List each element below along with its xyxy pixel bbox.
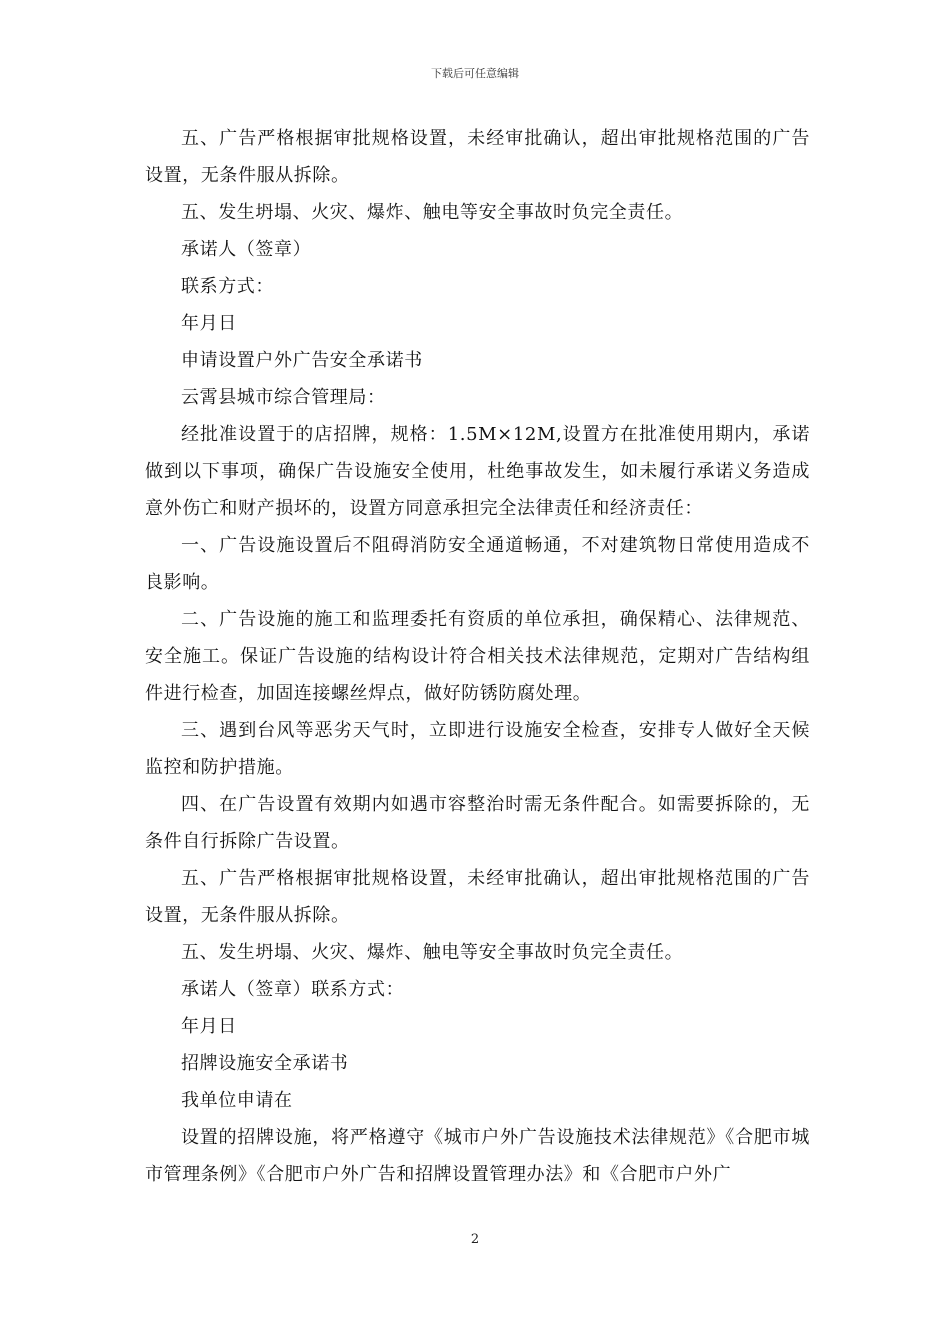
signature-line: 承诺人（签章）联系方式： [181, 979, 405, 1000]
paragraph: 经批准设置于的店招牌，规格：1.5M×12M,设置方在批准使用期内，承诺做到以下事项，确保广告设施安全使用，杜绝事故发生，如未履行承诺义务造成意外伤亡和财产损坏的，设置方同意承担完全法律责任和经济责任： [145, 424, 810, 519]
section-title: 申请设置户外广告安全承诺书 [181, 350, 423, 371]
document-body [145, 120, 810, 1193]
page-number: 2 [470, 1232, 480, 1247]
paragraph: 五、广告严格根据审批规格设置，未经审批确认，超出审批规格范围的广告设置，无条件服从拆除。 [145, 868, 810, 926]
paragraph: 五、广告严格根据审批规格设置，未经审批确认，超出审批规格范围的广告设置，无条件服从拆除。 [145, 128, 810, 186]
date-line: 年月日 [181, 1016, 237, 1037]
paragraph: 五、发生坍塌、火灾、爆炸、触电等安全事故时负完全责任。 [181, 942, 684, 963]
paragraph: 二、广告设施的施工和监理委托有资质的单位承担，确保精心、法律规范、安全施工。保证广告设施的结构设计符合相关技术法律规范，定期对广告结构组件进行检查，加固连接螺丝焊点，做好防锈防腐处理。 [145, 609, 810, 704]
paragraph: 五、发生坍塌、火灾、爆炸、触电等安全事故时负完全责任。 [181, 202, 684, 223]
paragraph: 承诺人（签章） [181, 239, 312, 260]
paragraph: 年月日 [181, 313, 237, 334]
paragraph: 我单位申请在 [181, 1090, 293, 1111]
paragraph: 一、广告设施设置后不阻碍消防安全通道畅通，不对建筑物日常使用造成不良影响。 [145, 535, 810, 593]
paragraph: 设置的招牌设施，将严格遵守《城市户外广告设施技术法律规范》《合肥市城市管理条例》《合肥市户外广告和招牌设置管理办法》和《合肥市户外广 [145, 1127, 810, 1185]
section-title: 招牌设施安全承诺书 [181, 1053, 349, 1074]
paragraph: 三、遇到台风等恶劣天气时，立即进行设施安全检查，安排专人做好全天候监控和防护措施。 [145, 720, 810, 778]
paragraph: 四、在广告设置有效期内如遇市容整治时需无条件配合。如需要拆除的，无条件自行拆除广告设置。 [145, 794, 810, 852]
paragraph: 联系方式： [181, 276, 274, 297]
page-header: 下载后可任意编辑 [431, 67, 519, 80]
addressee: 云霄县城市综合管理局： [181, 387, 386, 408]
